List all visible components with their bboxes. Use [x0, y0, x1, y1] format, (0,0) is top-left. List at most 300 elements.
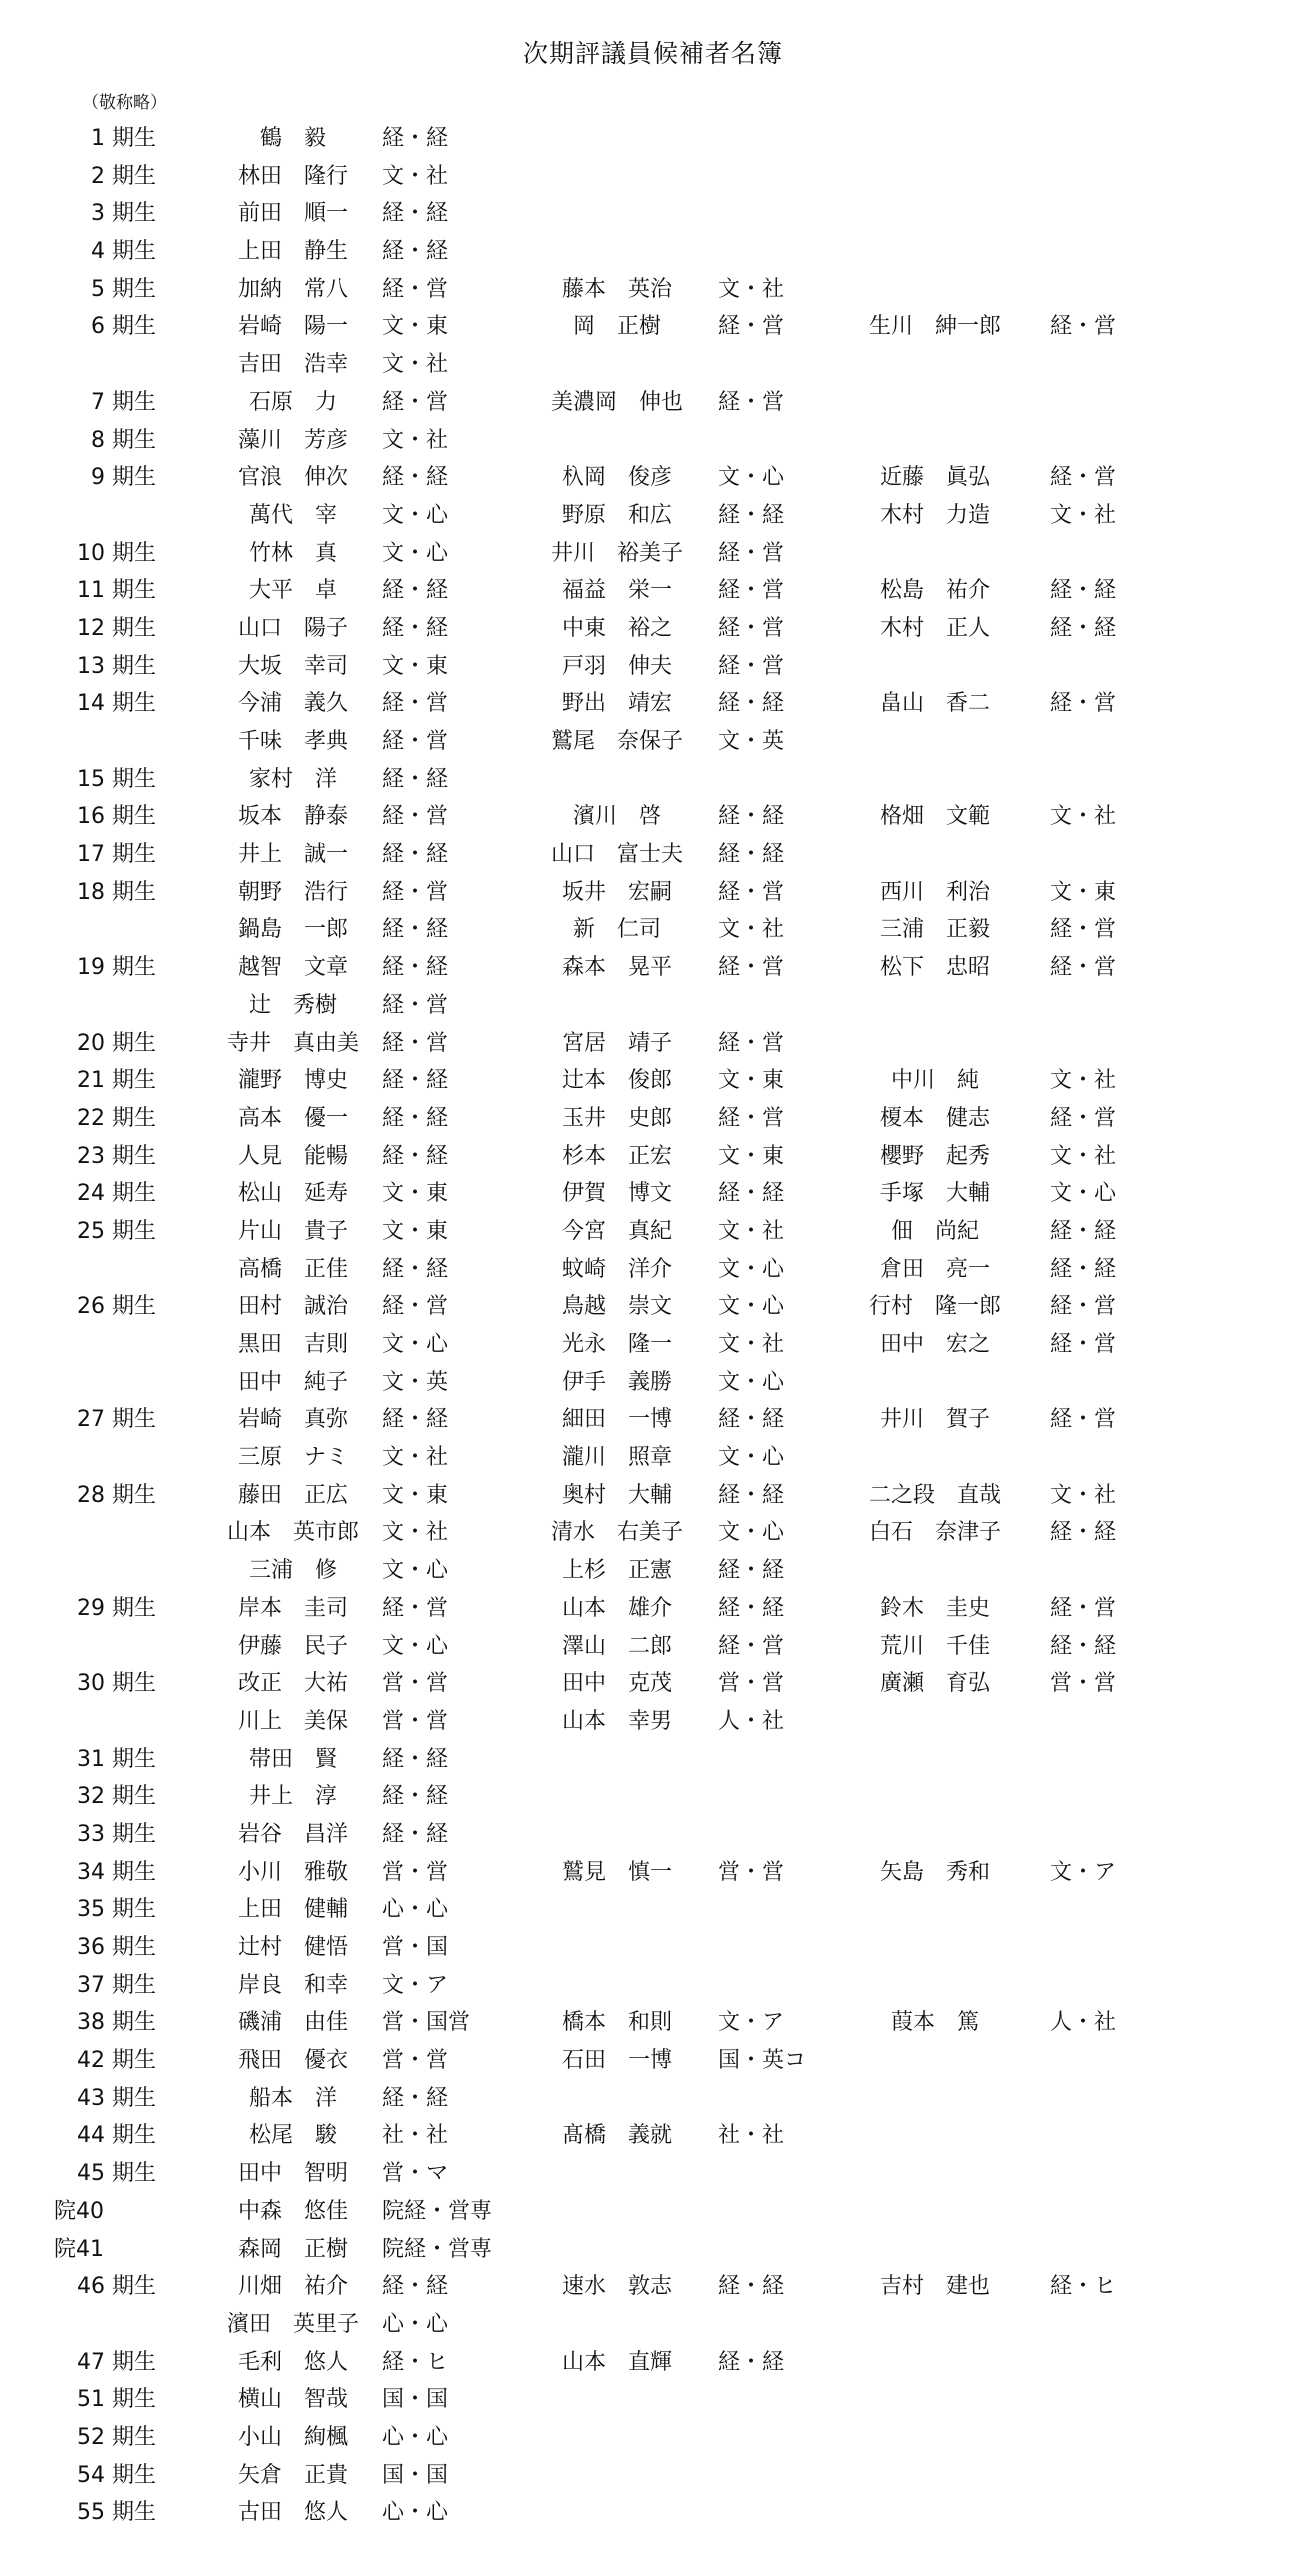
candidate-department: 経・営: [718, 314, 785, 340]
candidate-department: 文・東: [1050, 879, 1117, 905]
candidate-department: 経・経: [382, 1821, 449, 1847]
candidate-name: 辻 秀樹: [248, 992, 337, 1018]
candidate-department: 営・マ: [382, 2161, 449, 2187]
candidate-department: 経・経: [382, 2085, 449, 2111]
candidate-department: 経・経: [382, 578, 449, 604]
candidate-name: 森岡 正樹: [237, 2236, 348, 2262]
candidate-name: 榎本 健志: [879, 1105, 990, 1131]
candidate-department: 文・東: [382, 1218, 449, 1244]
cohort-label: 3 期生: [91, 201, 156, 227]
candidate-name: 澤山 二郎: [561, 1633, 672, 1659]
candidate-department: 経・経: [382, 1143, 449, 1169]
candidate-department: 文・東: [718, 1068, 785, 1094]
candidate-department: 文・心: [718, 1369, 785, 1395]
candidate-name: 近藤 眞弘: [879, 465, 990, 491]
cohort-label: 4 期生: [91, 239, 156, 265]
candidate-department: 経・経: [718, 1595, 785, 1621]
roster-row: [0, 1665, 1306, 1703]
cohort-label: 55 期生: [77, 2500, 156, 2526]
candidate-department: 心・心: [382, 2424, 449, 2450]
candidate-name: 白石 奈津子: [868, 1520, 1001, 1546]
cohort-label: 51 期生: [77, 2387, 156, 2413]
candidate-department: 経・経: [382, 2274, 449, 2300]
candidate-department: 経・営: [1050, 691, 1117, 717]
candidate-name: 葭本 篤: [890, 2010, 979, 2036]
candidate-department: 経・営: [1050, 465, 1117, 491]
candidate-department: 文・東: [382, 653, 449, 679]
candidate-name: 井上 誠一: [237, 842, 348, 868]
candidate-name: 三浦 正毅: [879, 917, 990, 943]
candidate-name: 中川 純: [890, 1068, 979, 1094]
candidate-department: 経・経: [718, 1482, 785, 1508]
candidate-name: 井川 賀子: [879, 1407, 990, 1433]
cohort-label: 18 期生: [77, 879, 156, 905]
roster-row: [0, 1854, 1306, 1892]
candidate-department: 経・経: [382, 842, 449, 868]
candidate-name: 山本 幸男: [561, 1708, 672, 1734]
candidate-department: 文・心: [382, 1633, 449, 1659]
candidate-name: 矢島 秀和: [879, 1859, 990, 1885]
candidate-department: 経・経: [382, 465, 449, 491]
candidate-department: 経・営: [1050, 955, 1117, 981]
cohort-label: 5 期生: [91, 276, 156, 302]
candidate-department: 経・経: [718, 2349, 785, 2375]
candidate-department: 経・経: [718, 502, 785, 528]
candidate-department: 経・営: [718, 1633, 785, 1659]
candidate-department: 経・ヒ: [1050, 2274, 1117, 2300]
cohort-label: 42 期生: [77, 2048, 156, 2074]
candidate-department: 営・営: [718, 1859, 785, 1885]
candidate-name: 伊賀 博文: [561, 1181, 672, 1207]
candidate-name: 森本 晃平: [561, 955, 672, 981]
candidate-department: 文・心: [718, 465, 785, 491]
cohort-label: 24 期生: [77, 1181, 156, 1207]
candidate-department: 経・経: [718, 1558, 785, 1584]
roster-row: [0, 158, 1306, 196]
honorific-note: （敬称略）: [82, 93, 167, 113]
candidate-name: 田村 誠治: [237, 1294, 348, 1320]
candidate-name: 生川 紳一郎: [868, 314, 1001, 340]
candidate-name: 三原 ナミ: [237, 1445, 348, 1471]
candidate-department: 文・社: [718, 1218, 785, 1244]
candidate-department: 経・経: [382, 917, 449, 943]
candidate-department: 文・心: [382, 502, 449, 528]
candidate-name: 畠山 香二: [879, 691, 990, 717]
cohort-label: 46 期生: [77, 2274, 156, 2300]
roster-row: [0, 1967, 1306, 2005]
roster-row: [0, 1100, 1306, 1138]
candidate-name: 野出 靖宏: [561, 691, 672, 717]
candidate-department: 文・社: [382, 427, 449, 453]
roster-row: [0, 2268, 1306, 2306]
cohort-label: 8 期生: [91, 427, 156, 453]
candidate-name: 田中 宏之: [879, 1332, 990, 1357]
candidate-department: 経・経: [718, 842, 785, 868]
cohort-label: 31 期生: [77, 1746, 156, 1772]
candidate-department: 経・営: [382, 804, 449, 830]
cohort-label: 54 期生: [77, 2462, 156, 2488]
candidate-name: 改正 大祐: [237, 1671, 348, 1697]
candidate-name: 今浦 義久: [237, 691, 348, 717]
candidate-name: 中森 悠佳: [237, 2198, 348, 2224]
cohort-label: 16 期生: [77, 804, 156, 830]
roster-row: [0, 1288, 1306, 1326]
candidate-department: 経・経: [718, 1407, 785, 1433]
candidate-name: 松尾 駿: [248, 2123, 337, 2149]
candidate-department: 文・心: [382, 1332, 449, 1357]
candidate-name: 杉本 正宏: [561, 1143, 672, 1169]
candidate-department: 文・東: [382, 314, 449, 340]
cohort-label: 25 期生: [77, 1218, 156, 1244]
candidate-name: 濱川 啓: [572, 804, 661, 830]
candidate-department: 文・社: [718, 276, 785, 302]
candidate-department: 文・社: [382, 352, 449, 378]
roster-row: [0, 610, 1306, 648]
candidate-department: 経・営: [382, 729, 449, 754]
cohort-label: 35 期生: [77, 1897, 156, 1923]
candidate-department: 経・営: [1050, 1595, 1117, 1621]
candidate-name: 木村 正人: [879, 615, 990, 641]
roster-row: [0, 120, 1306, 158]
candidate-name: 瀧川 照章: [561, 1445, 672, 1471]
cohort-label: 23 期生: [77, 1143, 156, 1169]
candidate-name: 山本 雄介: [561, 1595, 672, 1621]
candidate-name: 加納 常八: [237, 276, 348, 302]
candidate-department: 文・社: [1050, 1482, 1117, 1508]
candidate-name: 小川 雅敬: [237, 1859, 348, 1885]
cohort-label: 28 期生: [77, 1482, 156, 1508]
roster-row: [0, 308, 1306, 346]
candidate-department: 経・経: [1050, 1633, 1117, 1659]
candidate-department: 経・経: [382, 615, 449, 641]
candidate-name: 山口 陽子: [237, 615, 348, 641]
candidate-department: 院経・営専: [382, 2236, 493, 2262]
candidate-name: 飛田 優衣: [237, 2048, 348, 2074]
page-title: 次期評議員候補者名簿: [522, 39, 783, 68]
roster-row: [0, 2193, 1306, 2231]
candidate-department: 経・経: [382, 126, 449, 151]
roster-row: [0, 911, 1306, 949]
candidate-name: 佃 尚紀: [890, 1218, 979, 1244]
candidate-name: 高橋 正佳: [237, 1256, 348, 1282]
candidate-name: 藤本 英治: [561, 276, 672, 302]
candidate-name: 井上 淳: [248, 1784, 337, 1810]
candidate-department: 経・営: [382, 1595, 449, 1621]
candidate-name: 石田 一博: [561, 2048, 672, 2074]
candidate-department: 文・社: [382, 1520, 449, 1546]
candidate-name: 行村 隆一郎: [868, 1294, 1001, 1320]
candidate-name: 川畑 祐介: [237, 2274, 348, 2300]
candidate-department: 文・社: [718, 1332, 785, 1357]
candidate-name: 大坂 幸司: [237, 653, 348, 679]
candidate-name: 野原 和広: [561, 502, 672, 528]
roster-row: [0, 1213, 1306, 1251]
roster-row: [0, 572, 1306, 610]
candidate-name: 玉井 史郎: [561, 1105, 672, 1131]
candidate-name: 辻村 健悟: [237, 1935, 348, 1960]
roster-row: [0, 2155, 1306, 2193]
roster-row: [0, 2381, 1306, 2419]
candidate-department: 経・経: [718, 2274, 785, 2300]
candidate-name: 西川 利治: [879, 879, 990, 905]
candidate-department: 文・ア: [1050, 1859, 1117, 1885]
roster-row: [0, 195, 1306, 233]
roster-row: [0, 987, 1306, 1025]
candidate-name: 毛利 悠人: [237, 2349, 348, 2375]
candidate-name: 杁岡 俊彦: [561, 465, 672, 491]
roster-row: [0, 2004, 1306, 2042]
candidate-department: 文・心: [382, 540, 449, 566]
roster-row: [0, 1929, 1306, 1967]
candidate-department: 営・営: [382, 1671, 449, 1697]
cohort-label: 30 期生: [77, 1671, 156, 1697]
candidate-name: 藻川 芳彦: [237, 427, 348, 453]
roster-row: [0, 1514, 1306, 1552]
candidate-department: 社・社: [382, 2123, 449, 2149]
candidate-name: 細田 一博: [561, 1407, 672, 1433]
candidate-name: 鈴木 圭史: [879, 1595, 990, 1621]
roster-row: [0, 1364, 1306, 1402]
candidate-department: 文・心: [382, 1558, 449, 1584]
candidate-name: 濱田 英里子: [226, 2311, 359, 2337]
candidate-department: 文・英: [382, 1369, 449, 1395]
roster-row: [0, 1703, 1306, 1741]
candidate-name: 吉村 建也: [879, 2274, 990, 2300]
cohort-label: 19 期生: [77, 955, 156, 981]
candidate-department: 院経・営専: [382, 2198, 493, 2224]
candidate-name: 坂井 宏嗣: [561, 879, 672, 905]
candidate-name: 黒田 吉則: [237, 1332, 348, 1357]
candidate-name: 鷲見 慎一: [561, 1859, 672, 1885]
candidate-name: 鷲尾 奈保子: [550, 729, 683, 754]
candidate-name: 寺井 真由美: [226, 1030, 359, 1056]
cohort-label: 12 期生: [77, 615, 156, 641]
candidate-department: 経・経: [718, 691, 785, 717]
candidate-department: 文・社: [382, 1445, 449, 1471]
cohort-label: 20 期生: [77, 1030, 156, 1056]
cohort-label: 45 期生: [77, 2161, 156, 2187]
cohort-label: 6 期生: [91, 314, 156, 340]
candidate-name: 田中 純子: [237, 1369, 348, 1395]
cohort-label: 47 期生: [77, 2349, 156, 2375]
candidate-department: 経・経: [382, 955, 449, 981]
candidate-name: 山口 富士夫: [550, 842, 683, 868]
candidate-department: 経・営: [382, 1294, 449, 1320]
cohort-label: 11 期生: [77, 578, 156, 604]
candidate-department: 経・経: [382, 1746, 449, 1772]
candidate-department: 文・心: [718, 1294, 785, 1320]
candidate-roster: [0, 120, 1306, 2532]
cohort-label: 27 期生: [77, 1407, 156, 1433]
candidate-name: 岸良 和幸: [237, 1972, 348, 1998]
candidate-name: 帯田 賢: [248, 1746, 337, 1772]
roster-row: [0, 422, 1306, 460]
roster-row: [0, 648, 1306, 686]
candidate-name: 中東 裕之: [561, 615, 672, 641]
candidate-name: 家村 洋: [248, 766, 337, 792]
candidate-name: 大平 卓: [248, 578, 337, 604]
candidate-department: 国・英コ: [718, 2048, 807, 2074]
candidate-department: 文・英: [718, 729, 785, 754]
candidate-name: 鍋島 一郎: [237, 917, 348, 943]
candidate-department: 心・心: [382, 2500, 449, 2526]
candidate-name: 岩谷 昌洋: [237, 1821, 348, 1847]
candidate-department: 経・経: [1050, 578, 1117, 604]
roster-row: [0, 346, 1306, 384]
candidate-name: 蚊崎 洋介: [561, 1256, 672, 1282]
candidate-name: 船本 洋: [248, 2085, 337, 2111]
candidate-name: 坂本 静泰: [237, 804, 348, 830]
roster-row: [0, 949, 1306, 987]
candidate-department: 文・東: [382, 1482, 449, 1508]
candidate-name: 林田 隆行: [237, 163, 348, 189]
roster-row: [0, 761, 1306, 799]
candidate-department: 経・ヒ: [382, 2349, 449, 2375]
candidate-department: 経・営: [1050, 314, 1117, 340]
cohort-label: 44 期生: [77, 2123, 156, 2149]
candidate-name: 福益 栄一: [561, 578, 672, 604]
candidate-department: 経・経: [1050, 1256, 1117, 1282]
cohort-label: 22 期生: [77, 1105, 156, 1131]
candidate-name: 岩崎 真弥: [237, 1407, 348, 1433]
candidate-name: 越智 文章: [237, 955, 348, 981]
roster-row: [0, 1741, 1306, 1779]
candidate-name: 山本 直輝: [561, 2349, 672, 2375]
candidate-department: 経・経: [382, 1256, 449, 1282]
candidate-name: 速水 敦志: [561, 2274, 672, 2300]
candidate-name: 川上 美保: [237, 1708, 348, 1734]
roster-row: [0, 1477, 1306, 1515]
candidate-department: 営・国: [382, 1935, 449, 1960]
cohort-label: 院41: [54, 2236, 104, 2262]
candidate-name: 前田 順一: [237, 201, 348, 227]
roster-row: [0, 836, 1306, 874]
candidate-department: 文・社: [718, 917, 785, 943]
candidate-department: 経・経: [382, 201, 449, 227]
candidate-department: 営・国営: [382, 2010, 471, 2036]
roster-row: [0, 271, 1306, 309]
candidate-department: 経・営: [1050, 917, 1117, 943]
roster-row: [0, 2457, 1306, 2495]
candidate-name: 松下 忠昭: [879, 955, 990, 981]
candidate-name: 官浪 伸次: [237, 465, 348, 491]
roster-row: [0, 384, 1306, 422]
candidate-department: 文・心: [718, 1445, 785, 1471]
candidate-name: 高本 優一: [237, 1105, 348, 1131]
cohort-label: 17 期生: [77, 842, 156, 868]
candidate-department: 文・東: [718, 1143, 785, 1169]
roster-row: [0, 1401, 1306, 1439]
roster-row: [0, 874, 1306, 912]
roster-row: [0, 798, 1306, 836]
candidate-name: 木村 力造: [879, 502, 990, 528]
roster-row: [0, 2306, 1306, 2344]
candidate-department: 経・経: [1050, 615, 1117, 641]
roster-row: [0, 2117, 1306, 2155]
candidate-name: 萬代 宰: [248, 502, 337, 528]
candidate-name: 田中 智明: [237, 2161, 348, 2187]
candidate-name: 新 仁司: [572, 917, 661, 943]
candidate-department: 経・経: [382, 1105, 449, 1131]
candidate-department: 経・営: [1050, 1407, 1117, 1433]
roster-row: [0, 497, 1306, 535]
candidate-name: 井川 裕美子: [550, 540, 683, 566]
candidate-department: 経・営: [718, 389, 785, 415]
candidate-name: 光永 隆一: [561, 1332, 672, 1357]
cohort-label: 36 期生: [77, 1935, 156, 1960]
candidate-name: 片山 貴子: [237, 1218, 348, 1244]
candidate-name: 美濃岡 伸也: [550, 389, 683, 415]
roster-row: [0, 2080, 1306, 2118]
candidate-department: 経・営: [718, 615, 785, 641]
candidate-department: 社・社: [718, 2123, 785, 2149]
cohort-label: 院40: [54, 2198, 104, 2224]
candidate-department: 経・経: [382, 239, 449, 265]
cohort-label: 32 期生: [77, 1784, 156, 1810]
candidate-department: 文・ア: [382, 1972, 449, 1998]
roster-row: [0, 2494, 1306, 2532]
cohort-label: 15 期生: [77, 766, 156, 792]
candidate-name: 三浦 修: [248, 1558, 337, 1584]
candidate-department: 経・営: [1050, 1294, 1117, 1320]
candidate-name: 松島 祐介: [879, 578, 990, 604]
candidate-name: 奥村 大輔: [561, 1482, 672, 1508]
candidate-name: 鶴 毅: [259, 126, 326, 151]
candidate-department: 経・営: [1050, 1332, 1117, 1357]
cohort-label: 37 期生: [77, 1972, 156, 1998]
cohort-label: 52 期生: [77, 2424, 156, 2450]
candidate-department: 営・営: [382, 1708, 449, 1734]
cohort-label: 10 期生: [77, 540, 156, 566]
candidate-name: 二之段 直哉: [868, 1482, 1001, 1508]
candidate-department: 経・営: [382, 389, 449, 415]
candidate-name: 格畑 文範: [879, 804, 990, 830]
candidate-department: 文・社: [1050, 502, 1117, 528]
candidate-department: 経・営: [718, 578, 785, 604]
candidate-name: 古田 悠人: [237, 2500, 348, 2526]
candidate-department: 文・社: [1050, 1143, 1117, 1169]
roster-row: [0, 459, 1306, 497]
candidate-department: 文・ア: [718, 2010, 785, 2036]
candidate-name: 伊手 義勝: [561, 1369, 672, 1395]
cohort-label: 43 期生: [77, 2085, 156, 2111]
candidate-department: 文・心: [718, 1520, 785, 1546]
roster-row: [0, 723, 1306, 761]
candidate-department: 経・営: [718, 955, 785, 981]
candidate-name: 鳥越 崇文: [561, 1294, 672, 1320]
cohort-label: 21 期生: [77, 1068, 156, 1094]
candidate-name: 朝野 浩行: [237, 879, 348, 905]
candidate-name: 吉田 浩幸: [237, 352, 348, 378]
candidate-name: 小山 絢楓: [237, 2424, 348, 2450]
roster-row: [0, 1590, 1306, 1628]
candidate-department: 文・心: [1050, 1181, 1117, 1207]
candidate-name: 今宮 真紀: [561, 1218, 672, 1244]
candidate-department: 経・経: [1050, 1218, 1117, 1244]
roster-row: [0, 1138, 1306, 1176]
candidate-name: 田中 克茂: [561, 1671, 672, 1697]
candidate-department: 文・社: [1050, 804, 1117, 830]
roster-row: [0, 1552, 1306, 1590]
cohort-label: 34 期生: [77, 1859, 156, 1885]
candidate-name: 矢倉 正貴: [237, 2462, 348, 2488]
candidate-name: 岡 正樹: [572, 314, 661, 340]
cohort-label: 29 期生: [77, 1595, 156, 1621]
candidate-department: 経・経: [382, 1068, 449, 1094]
roster-row: [0, 1175, 1306, 1213]
cohort-label: 13 期生: [77, 653, 156, 679]
cohort-label: 7 期生: [91, 389, 156, 415]
